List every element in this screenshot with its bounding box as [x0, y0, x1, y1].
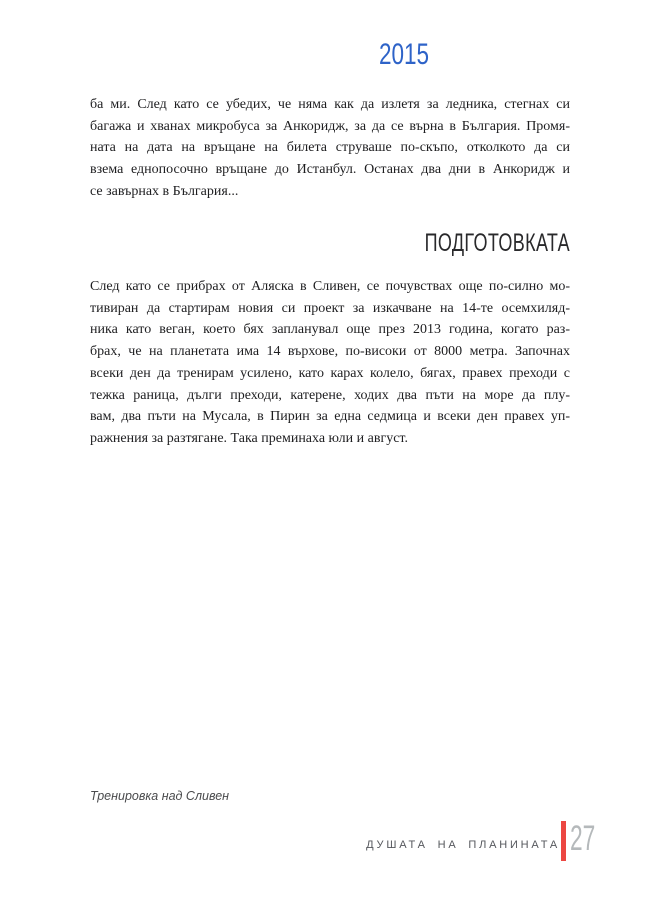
text-line: всеки ден да тренирам усилено, като карах колело, бягах, правех преходи с: [90, 365, 570, 381]
text-line: вам, два пъти на Мусала, в Пирин за една седмица и всеки ден правех уп-: [90, 409, 570, 425]
text-line: се завърнах в България...: [90, 183, 239, 199]
text-line: ника като веган, което бях запланувал още през 2013 година, когато раз-: [90, 322, 570, 338]
chapter-year-title: 2015: [378, 38, 430, 71]
body-paragraph-2: [90, 276, 570, 450]
text-line: След като се прибрах от Аляска в Сливен, се почувствах още по-силно мо-: [90, 279, 570, 294]
footer-book-title: ДУШАТА НА ПЛАНИНАТА: [366, 839, 560, 851]
text-line: тежка раница, дълги преходи, катерене, ходих два пъти на море да плу-: [90, 387, 570, 403]
text-line: взема еднопосочно връщане до Истанбул. Останах два дни в Анкоридж и: [90, 162, 570, 178]
text-line: ба ми. След като се убедих, че няма как да излетя за ледника, стегнах си: [90, 97, 570, 112]
section-heading: ПОДГОТОВКАТА: [424, 229, 570, 257]
footer-divider-bar: [561, 821, 566, 861]
page-number: 27: [570, 819, 596, 858]
text-line: брах, че на планетата има 14 върхове, по-високи от 8000 метра. Започнах: [90, 344, 570, 360]
text-line: тивиран да стартирам новия си проект за изкачване на 14-те осемхиляд-: [90, 300, 570, 316]
text-line: ражнения за разтягане. Така преминаха юли и август.: [90, 430, 408, 446]
text-line: ната на дата на връщане на билета струваше по-скъпо, отколкото да си: [90, 140, 570, 156]
text-line: багажа и хванах микробуса за Анкоридж, за да се върна в България. Промя-: [90, 118, 570, 134]
body-paragraph-1: [90, 94, 570, 203]
photo-caption: Тренировка над Сливен: [90, 789, 230, 803]
